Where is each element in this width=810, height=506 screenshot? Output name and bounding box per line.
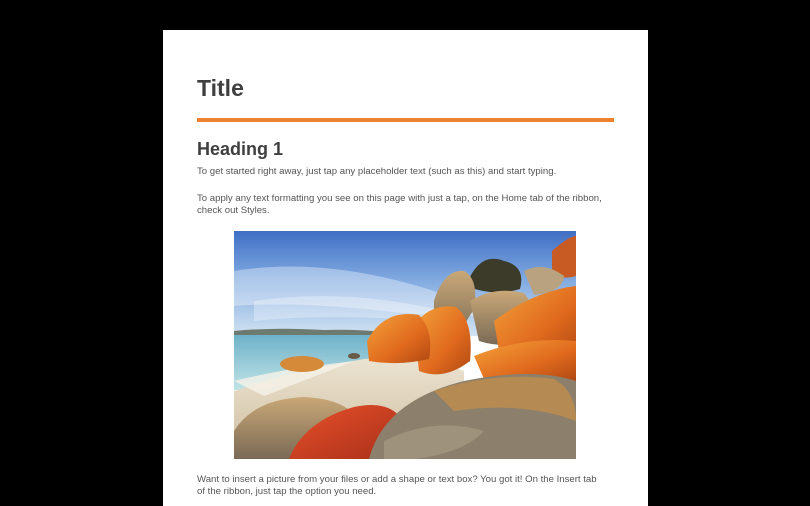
beach-rocks-photo[interactable] [234, 231, 576, 459]
title-divider [197, 118, 614, 122]
photo-illustration [234, 231, 576, 459]
paragraph-1[interactable]: To get started right away, just tap any placeholder text (such as this) and start typing. [197, 166, 557, 177]
document-title[interactable]: Title [197, 75, 244, 101]
paragraph-3[interactable]: Want to insert a picture from your files or add a shape or text box? You got it! On the Insert tab of the ribbon, just tap the option you need. [197, 474, 597, 497]
document-page [163, 30, 648, 506]
paragraph-2[interactable]: To apply any text formatting you see on this page with just a tap, on the Home tab of the ribbon, check out Styles. [197, 193, 602, 216]
heading-1[interactable]: Heading 1 [197, 139, 284, 159]
